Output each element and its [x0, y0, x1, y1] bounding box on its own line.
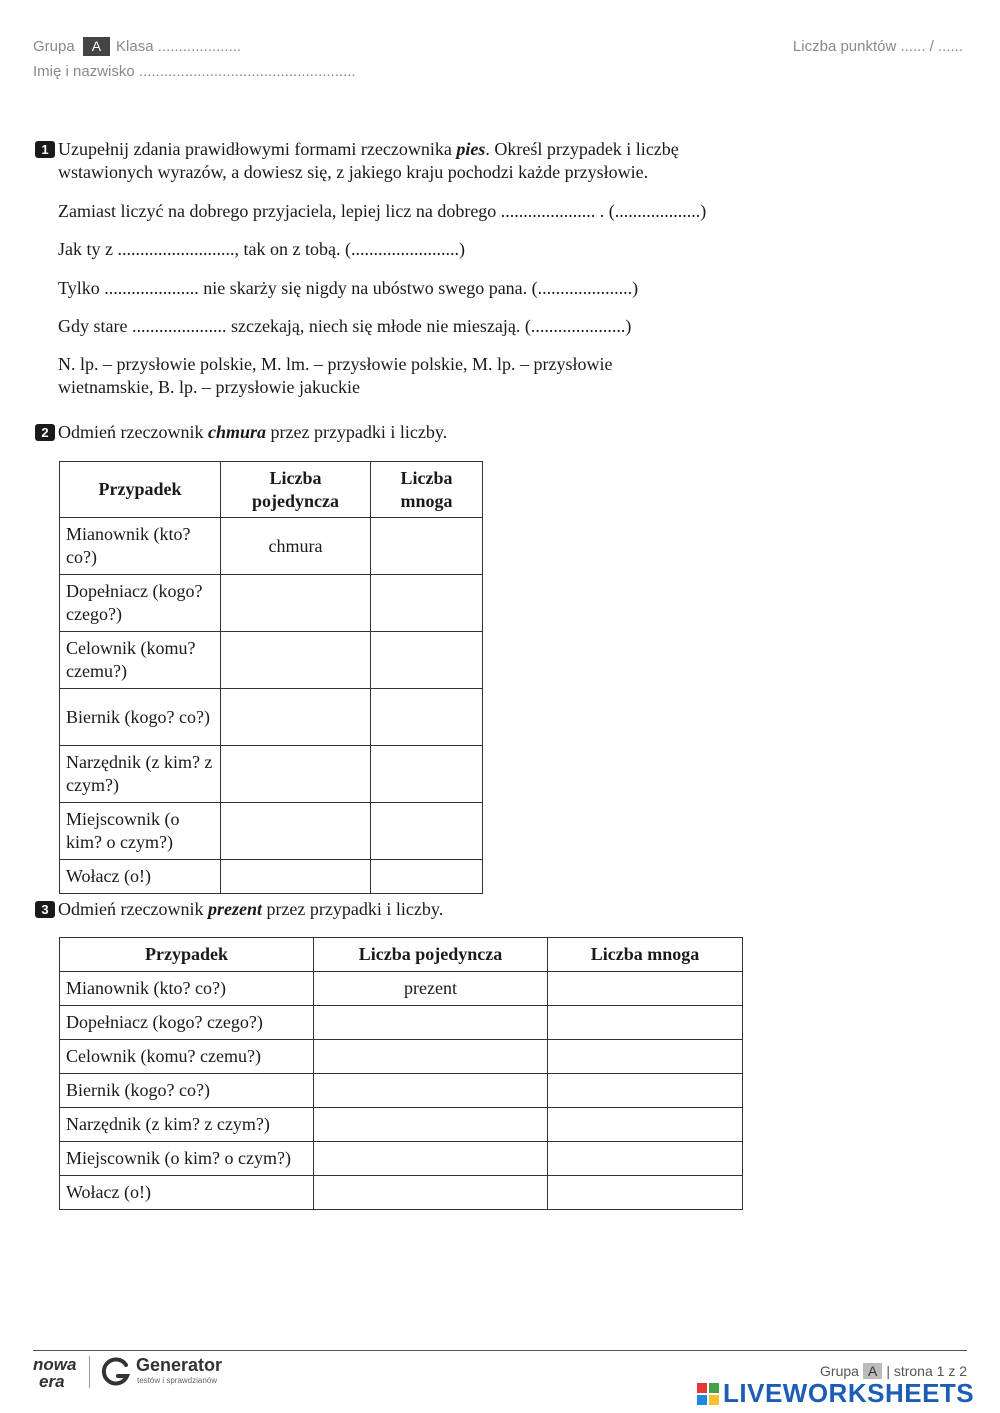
page-grupa-label: Grupa [820, 1363, 859, 1379]
plural-cell[interactable] [548, 972, 743, 1006]
singular-cell[interactable] [221, 746, 371, 803]
task1-number-badge: 1 [35, 141, 55, 158]
task1-hint [58, 353, 758, 399]
plural-cell[interactable] [371, 518, 483, 575]
logo-nowa: nowa [33, 1355, 77, 1374]
task3-keyword: prezent [207, 899, 262, 919]
task1-sentence-4[interactable]: Gdy stare ..................... szczekają, niech się młode nie mieszają. (.....................) [58, 316, 632, 336]
plural-cell[interactable] [371, 575, 483, 632]
liveworksheets-brand: LIVEWORKSHEETS [723, 1378, 975, 1408]
singular-cell[interactable] [221, 632, 371, 689]
case-label: Narzędnik (z kim? z czym?) [60, 1108, 314, 1142]
table-row [60, 803, 483, 860]
plural-cell[interactable] [371, 632, 483, 689]
liveworksheets-grid-icon [697, 1383, 719, 1405]
page-info [820, 1363, 967, 1379]
plural-cell[interactable] [371, 860, 483, 894]
plural-cell[interactable] [548, 1040, 743, 1074]
header-przypadek: Przypadek [60, 462, 221, 518]
table-row [60, 972, 743, 1006]
task2-keyword: chmura [207, 422, 266, 442]
singular-cell[interactable] [314, 1040, 548, 1074]
task3-intro-a: Odmień rzeczownik [58, 899, 208, 919]
header-liczba-mnoga: Liczba mnoga [548, 938, 743, 972]
case-label: Dopełniacz (kogo? czego?) [60, 575, 221, 632]
task3-instruction [58, 898, 443, 921]
singular-cell[interactable] [314, 1142, 548, 1176]
plural-cell[interactable] [548, 1108, 743, 1142]
case-label: Dopełniacz (kogo? czego?) [60, 1006, 314, 1040]
points-label: Liczba punktów ...... / ...... [792, 38, 963, 55]
table-row [60, 1176, 743, 1210]
task1-sentence-2[interactable]: Jak ty z .........................., tak on z tobą. (........................) [58, 239, 465, 259]
case-label: Miejscownik (o kim? o czym?) [60, 803, 221, 860]
singular-cell: prezent [314, 972, 548, 1006]
liveworksheets-logo [697, 1380, 997, 1410]
task1-intro-c: wstawionych wyrazów, a dowiesz się, z jakiego kraju pochodzi każde przysłowie. [58, 162, 649, 182]
case-label: Celownik (komu? czemu?) [60, 632, 221, 689]
task2-intro-a: Odmień rzeczownik [58, 422, 208, 442]
task2-table [59, 461, 483, 894]
table-row [60, 1074, 743, 1108]
case-label: Wołacz (o!) [60, 1176, 314, 1210]
singular-cell[interactable] [314, 1006, 548, 1040]
table-row [60, 746, 483, 803]
plural-cell[interactable] [371, 689, 483, 746]
grupa-label: Grupa [33, 38, 75, 55]
singular-cell[interactable] [314, 1074, 548, 1108]
table-row [60, 518, 483, 575]
header-group-line [33, 37, 241, 56]
task1-intro-a: Uzupełnij zdania prawidłowymi formami rzeczownika [58, 139, 457, 159]
case-label: Wołacz (o!) [60, 860, 221, 894]
case-label: Mianownik (kto? co?) [60, 972, 314, 1006]
nowa-era-logo [33, 1355, 77, 1391]
case-label: Mianownik (kto? co?) [60, 518, 221, 575]
singular-cell[interactable] [221, 689, 371, 746]
table-row [60, 860, 483, 894]
singular-cell[interactable] [221, 803, 371, 860]
task3-intro-b: przez przypadki i liczby. [261, 899, 444, 919]
task1-sentence-1[interactable]: Zamiast liczyć na dobrego przyjaciela, lepiej licz na dobrego ..................... . (...................) [58, 201, 707, 221]
task1-hint-b: wietnamskie, B. lp. – przysłowie jakuckie [58, 377, 360, 397]
task2-number-badge: 2 [35, 424, 55, 441]
table-row [60, 1142, 743, 1176]
case-label: Celownik (komu? czemu?) [60, 1040, 314, 1074]
grupa-badge: A [83, 37, 110, 56]
name-label: Imię i nazwisko .................................................... [33, 63, 356, 80]
page-grupa-badge: A [863, 1363, 882, 1379]
generator-g-icon [100, 1356, 132, 1388]
klasa-label: Klasa .................... [116, 38, 242, 55]
singular-cell: chmura [221, 518, 371, 575]
task3-number-badge: 3 [35, 901, 55, 918]
task2-instruction [58, 421, 447, 444]
case-label: Narzędnik (z kim? z czym?) [60, 746, 221, 803]
singular-cell[interactable] [314, 1108, 548, 1142]
table-header-row [60, 462, 483, 518]
case-label: Biernik (kogo? co?) [60, 1074, 314, 1108]
task1-sentence-3[interactable]: Tylko ..................... nie skarży się nigdy na ubóstwo swego pana. (.....................) [58, 278, 639, 298]
task1-hint-a: N. lp. – przysłowie polskie, M. lm. – przysłowie polskie, M. lp. – przysłowie [58, 354, 613, 374]
logo-era: era [39, 1372, 65, 1391]
generator-title: Generator [136, 1355, 223, 1375]
footer-divider [33, 1350, 967, 1351]
header-liczba-mnoga: Liczba mnoga [371, 462, 483, 518]
table-row [60, 1006, 743, 1040]
table-row [60, 575, 483, 632]
table-row [60, 632, 483, 689]
table-header-row [60, 938, 743, 972]
task3-table [59, 937, 743, 1210]
case-label: Miejscownik (o kim? o czym?) [60, 1142, 314, 1176]
task2-intro-b: przez przypadki i liczby. [265, 422, 448, 442]
singular-cell[interactable] [314, 1176, 548, 1210]
header-liczba-pojedyncza: Liczba pojedyncza [221, 462, 371, 518]
logo-separator [89, 1356, 90, 1388]
header-liczba-pojedyncza: Liczba pojedyncza [314, 938, 548, 972]
singular-cell[interactable] [221, 860, 371, 894]
task1-instruction [58, 138, 758, 184]
table-row [60, 1108, 743, 1142]
case-label: Biernik (kogo? co?) [60, 689, 221, 746]
page-number: | strona 1 z 2 [886, 1363, 967, 1379]
task1-intro-b: . Określ przypadek i liczbę [485, 139, 679, 159]
plural-cell[interactable] [548, 1074, 743, 1108]
plural-cell[interactable] [548, 1142, 743, 1176]
task1-keyword: pies [456, 139, 486, 159]
plural-cell[interactable] [548, 1176, 743, 1210]
singular-cell[interactable] [221, 575, 371, 632]
plural-cell[interactable] [371, 803, 483, 860]
plural-cell[interactable] [548, 1006, 743, 1040]
table-row [60, 1040, 743, 1074]
generator-subtitle: testów i sprawdzianów [137, 1376, 218, 1385]
plural-cell[interactable] [371, 746, 483, 803]
table-row [60, 689, 483, 746]
header-przypadek: Przypadek [60, 938, 314, 972]
